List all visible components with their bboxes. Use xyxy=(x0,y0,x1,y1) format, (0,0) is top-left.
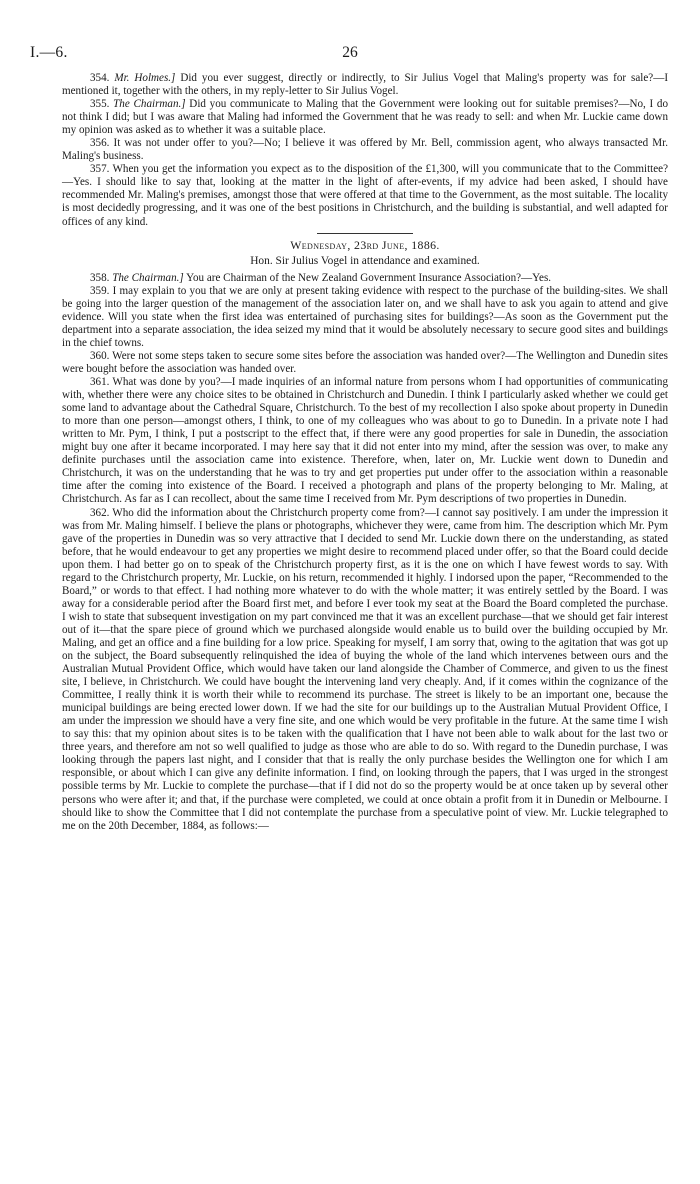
question-paragraph xyxy=(62,72,668,98)
question-text: It was not under offer to you?—No; I believe it was offered by Mr. Bell, commission agent, who always transacted Mr. Maling's business. xyxy=(62,137,668,163)
question-text: Did you ever suggest, directly or indirectly, to Sir Julius Vogel that Maling's property was for sale?—I mentioned it, together with the others, in my reply-letter to Sir Julius Vogel. xyxy=(62,72,669,98)
speaker: The Chairman.] xyxy=(113,98,186,111)
evidence-before xyxy=(62,72,668,229)
question-paragraph xyxy=(62,163,668,228)
question-number: 361. xyxy=(90,376,110,389)
evidence-after xyxy=(62,272,668,833)
witness-line: Hon. Sir Julius Vogel in attendance and examined. xyxy=(250,254,480,267)
question-paragraph xyxy=(62,376,668,506)
question-paragraph xyxy=(62,272,668,285)
question-number: 360. xyxy=(90,349,110,362)
question-text: You are Chairman of the New Zealand Government Insurance Association?—Yes. xyxy=(183,271,552,284)
question-text: Who did the information about the Christchurch property come from?—I cannot say positively. I am under the impression it was from Mr. Maling himself. I believe the plans or photographs, whichever they were, came from him. The description which Mr. Pym gave of the properties in Dunedin was so very attractive that I decided to send Mr. Luckie down there on the understanding, as stated before, that he would endeavour to get any properties we might desire to recommend placed under offer, so that the Board could decide upon them. I had better go on to speak of the Christchurch property first, as it is the one on which I have fewest words to say. With regard to the Christchurch property, Mr. Luckie, on his return, recommended it highly. I indorsed upon the paper, “Recommended to the Board,” or words to that effect. I had nothing more whatever to do with the whole matter; it was entirely settled by the Board. I was away for a considerable period after the Board first met, and before I ever took my seat at the Board the Board completed the purchase. I wish to state that subsequent investigation on my part convinced me that it was an excellent purchase—that we should get fair interest out of it—that the spare piece of ground which we purchased alongside would enable us to build over the building occupied by Mr. Maling, and get an office and a fine building for a low price. Speaking for myself, I am sorry that, owing to the agitation that was got up on the subject, the Board subsequently relinquished the idea of buying the whole of the land which intervenes between ours and the Australian Mutual Provident Office, which would have taken our land alongside the Chamber of Commerce, and given to us the finest site, I believe, in Christchurch. We could have bought the intervening land very cheaply. And, if it comes within the cognizance of the Committee, I really think it is worth their while to recommend its purchase. The street is likely to be an important one, because the municipal buildings are being erected lower down. If we had the site for our buildings up to the Australian Mutual Provident Office, I am under the impression we should have a very fine site, and one which would be very profitable in the future. At the same time I wish to say this: that my opinion about sites is to be taken with the qualification that I have not been able to walk about for the last two or three years, and therefore am not so well qualified to judge as those who are able to do so. With regard to the Dunedin purchase, I was looking through the papers last night, and I consider that that is really the only purchase besides the Wellington one for which I am responsible, or about which I can give any definite information. I find, on looking through the papers, that I was urged in the strongest possible terms by Mr. Luckie to complete the purchase—that if I did not do so the property would be at once taken up by several other persons who were after it; and that, if the purchase were completed, we could at once obtain a profit from it in Dunedin or Melbourne. I should like to show the Committee that I did not contemplate the purchase from a speculative point of view. Mr. Luckie telegraphed to me on the 20th December, 1884, as follows:— xyxy=(62,506,669,832)
question-paragraph xyxy=(62,507,668,833)
question-number: 356. xyxy=(90,137,110,150)
speaker: The Chairman.] xyxy=(112,271,184,284)
paper-reference: I.—6. xyxy=(30,44,68,61)
question-number: 354. xyxy=(90,72,110,84)
question-number: 358. xyxy=(90,271,110,284)
question-paragraph xyxy=(62,98,668,137)
question-number: 359. xyxy=(90,284,110,297)
page-number: 26 xyxy=(342,44,358,61)
question-paragraph xyxy=(62,350,668,376)
speaker: Mr. Holmes.] xyxy=(114,72,176,84)
question-number: 355. xyxy=(90,98,110,111)
question-text: I may explain to you that we are only at present taking evidence with respect to the purchase of the building-sites. We shall be going into the larger question of the management of the association later on, and we shall have to ask you again to attend and give evidence. Will you state when the first idea was entertained of purchasing sites for buildings?—As soon as the Government put the department into a separate association, the idea seized my mind that it would be absolutely necessary to secure good sites and buildings in the chief towns. xyxy=(62,284,668,349)
question-paragraph xyxy=(62,137,668,163)
question-text: Did you communicate to Maling that the Government were looking out for suitable premises?—No, I do not think I did; but I was aware that Maling had informed the Government that he was ready to sell: and when Mr. Luckie came down my opinion was asked as to whether it was a suitable place. xyxy=(62,98,668,137)
question-number: 357. xyxy=(90,163,110,176)
question-text: What was done by you?—I made inquiries of an informal nature from persons whom I had opportunities of communicating with, whether there were any choice sites to be obtained in Christchurch and Dunedin. I think I particularly asked whether we could get some land to advantage about the Cathedral Square, Christchurch. To the best of my recollection I also spoke about property in Dunedin to more than one person—amongst others, I think, to one of my colleagues who was about to go to Dunedin. In a private note I had written to Mr. Pym, I think, I put a postscript to the effect that, if there were any good properties for sale in Dunedin, the association might buy one after it became incorporated. I may here say that it did not enter into my mind, after the session was over, to make any definite purchases until the association came into existence. Therefore, when, later on, Mr. Luckie went down to Dunedin and Christchurch, it was on the understanding that he was to try and get properties put under offer to the association within a reasonable time after the coming into existence of the Board. I received a photograph and plans of the property belonging to Mr. Maling, at Christchurch. As far as I can recollect, about the same time I received from Mr. Pym descriptions of two properties in Dunedin. xyxy=(62,376,669,506)
section-date: Wednesday, 23rd June, 1886. xyxy=(290,237,440,252)
question-text: Were not some steps taken to secure some sites before the association was handed over?—The Wellington and Dunedin sites were bought before the association was handed over. xyxy=(62,349,668,375)
question-text: When you get the information you expect as to the disposition of the £1,300, will you communicate that to the Committee?—Yes. I should like to say that, looking at the matter in the light of after-events, if my advice had been asked, I should have recommended Mr. Maling's premises, amongst those that were offered at that time to the Government, as the most suitable. The locality is most decidedly progressing, and it was one of the best positions in Christchurch, and the building is substantial, and well adapted for offices of any kind. xyxy=(62,163,669,228)
section-divider xyxy=(317,233,413,234)
page-body xyxy=(62,72,668,833)
question-number: 362. xyxy=(90,506,110,519)
question-paragraph xyxy=(62,285,668,350)
